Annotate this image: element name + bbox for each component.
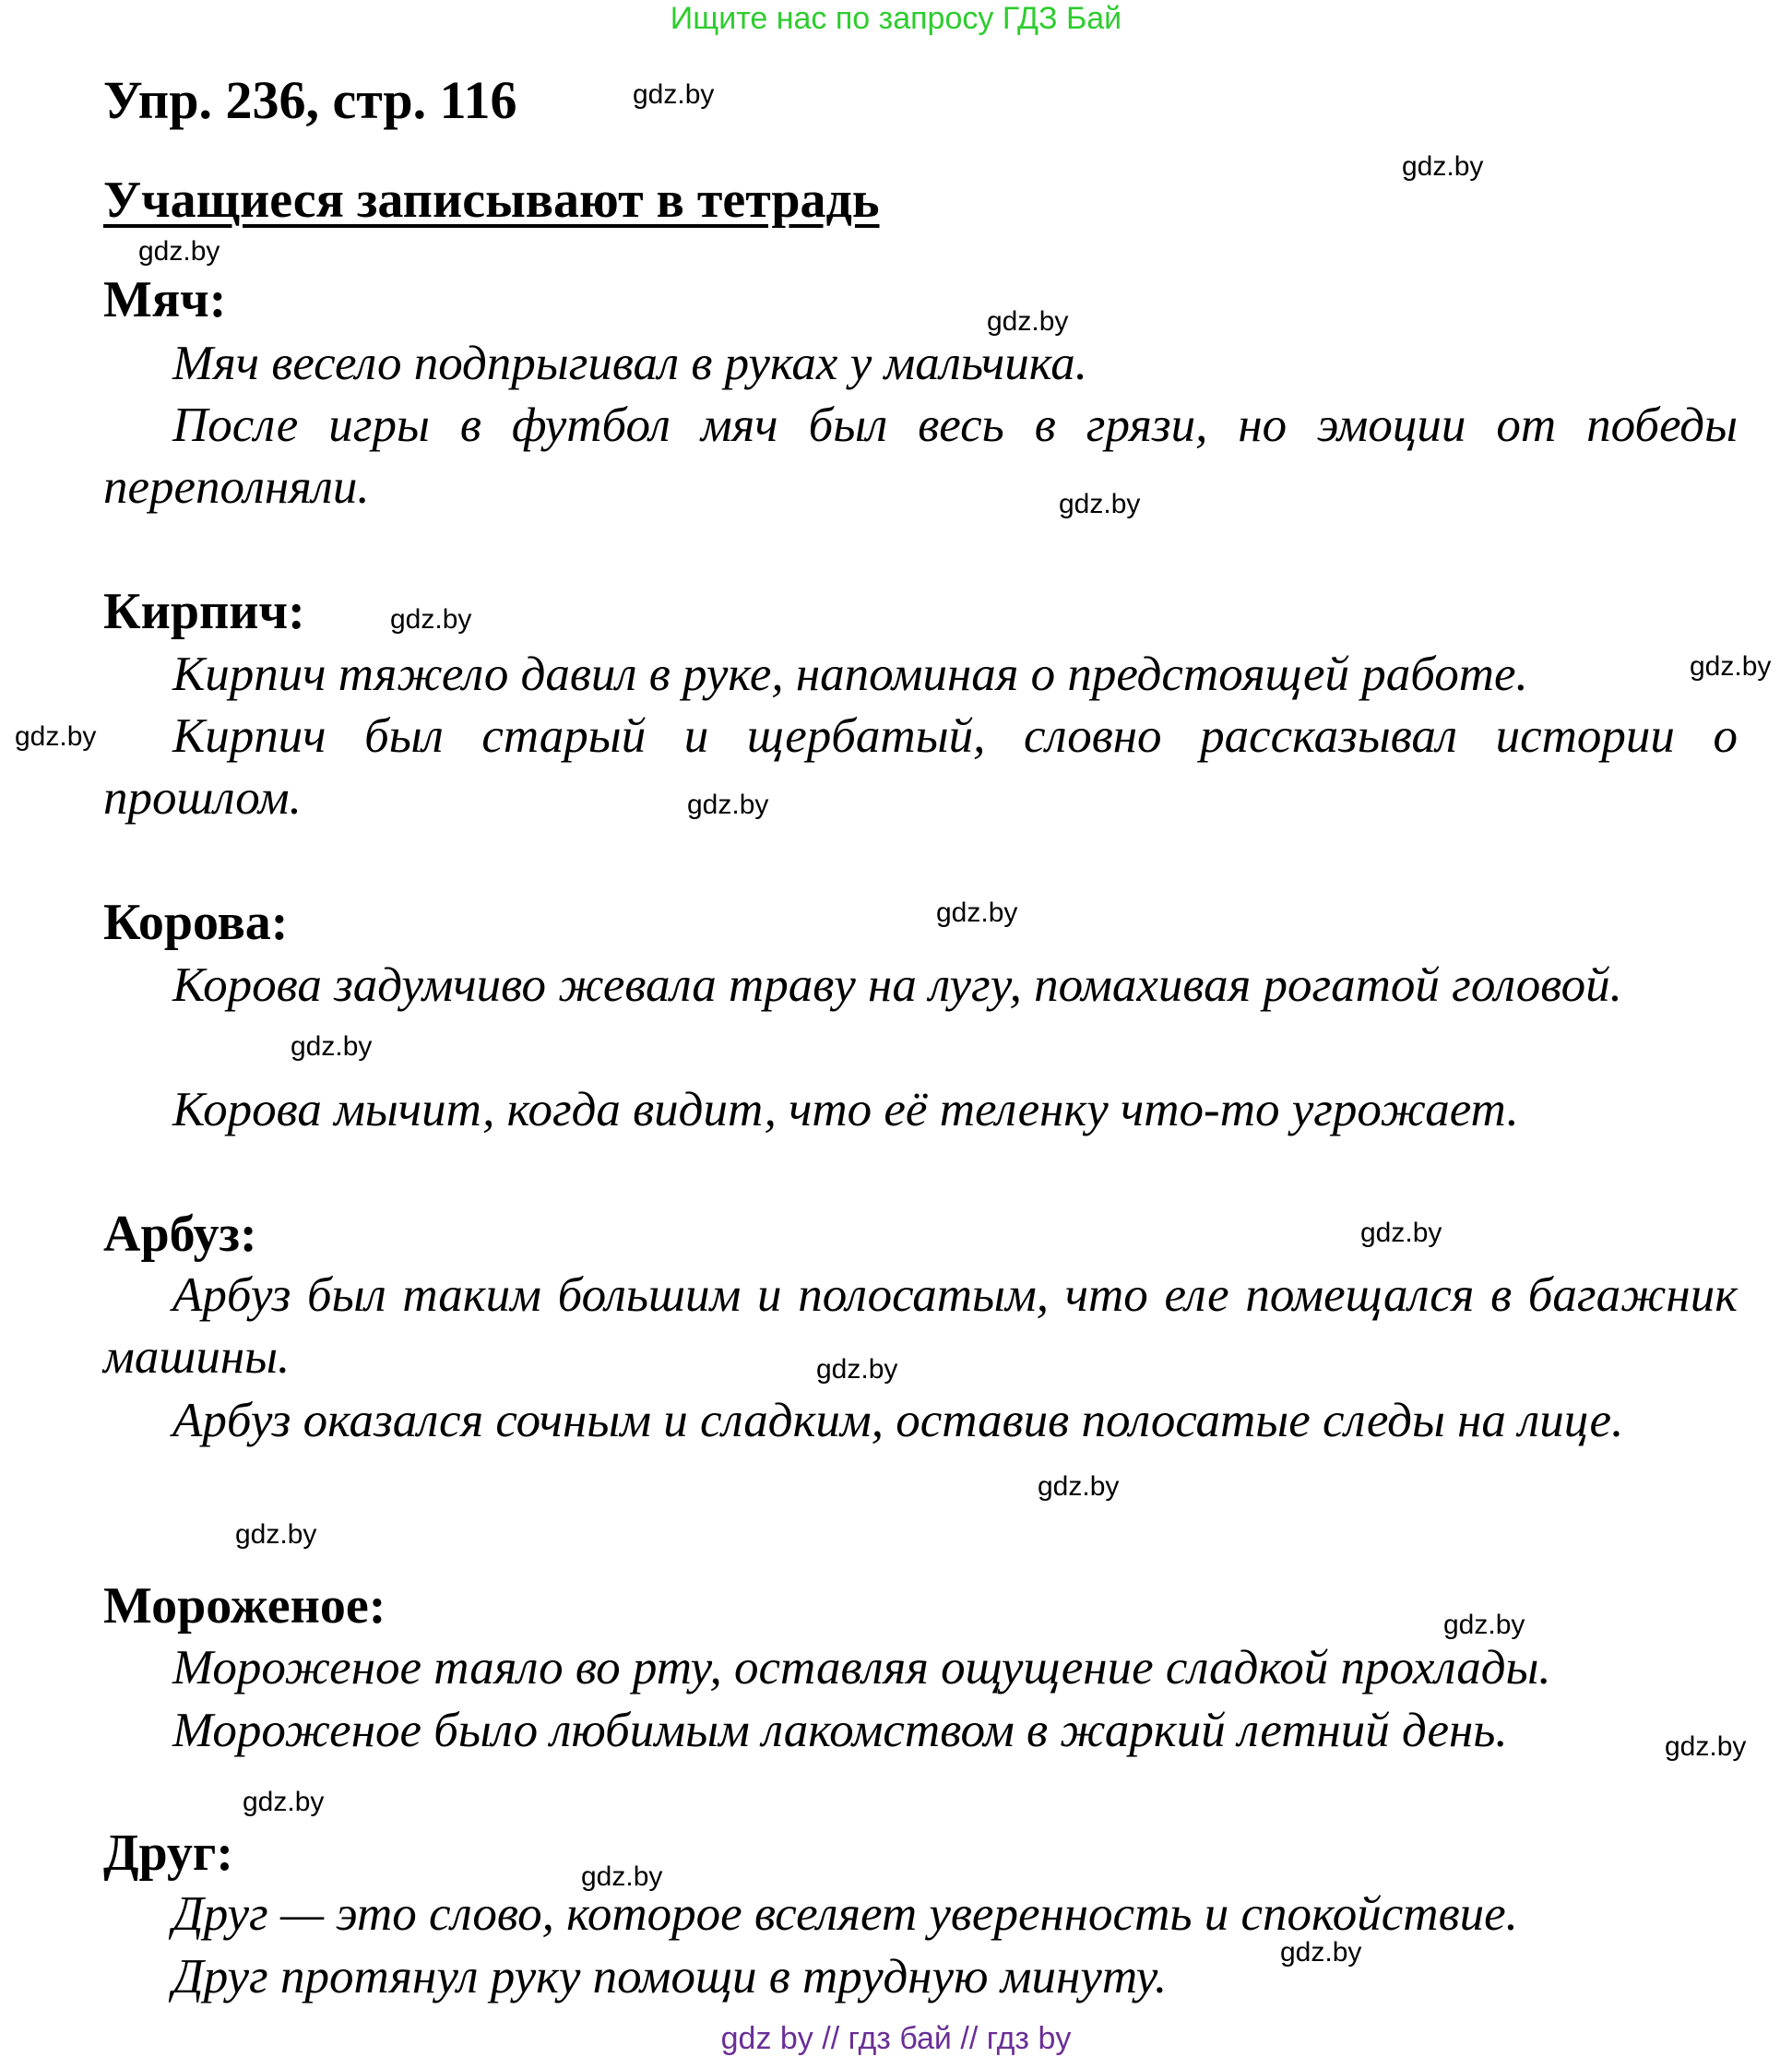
watermark: gdz.by	[1665, 1731, 1747, 1762]
section-heading-drug: Друг:	[103, 1825, 234, 1882]
section-heading-myach: Мяч:	[103, 271, 227, 328]
watermark: gdz.by	[15, 721, 97, 752]
watermark: gdz.by	[235, 1519, 317, 1550]
sentence-myach-1: Мяч весело подпрыгивал в руках у мальчика.	[172, 337, 1088, 390]
sentence-drug-1: Друг — это слово, которое вселяет уверенность и спокойствие.	[172, 1887, 1518, 1941]
sentence-korova-1: Корова задумчиво жевала траву на лугу, помахивая рогатой головой.	[172, 958, 1622, 1012]
sentence-morozhenoe-2: Мороженое было любимым лакомством в жаркий летний день.	[172, 1704, 1508, 1757]
footer-watermark: gdz by // гдз бай // гдз by	[720, 2021, 1072, 2056]
section-heading-arbuz: Арбуз:	[103, 1206, 257, 1263]
watermark: gdz.by	[1443, 1610, 1525, 1640]
sentence-arbuz-2: Арбуз оказался сочным и сладким, оставив полосатые следы на лице.	[172, 1394, 1624, 1447]
watermark: gdz.by	[816, 1354, 898, 1385]
sentence-kirpich-2: Кирпич был старый и щербатый, словно рассказывал истории о прошлом.	[103, 709, 1738, 825]
page-subtitle: Учащиеся записывают в тетрадь	[103, 172, 880, 229]
sentence-kirpich-1: Кирпич тяжело давил в руке, напоминая о предстоящей работе.	[172, 648, 1528, 701]
watermark: gdz.by	[243, 1787, 325, 1817]
page-title: Упр. 236, стр. 116	[103, 70, 517, 130]
watermark: gdz.by	[1690, 651, 1772, 682]
section-heading-morozhenoe: Мороженое:	[103, 1577, 386, 1635]
watermark: gdz.by	[581, 1861, 663, 1892]
watermark: gdz.by	[1038, 1471, 1120, 1502]
top-banner: Ищите нас по запросу ГДЗ Бай	[670, 1, 1122, 36]
section-heading-kirpich: Кирпич:	[103, 583, 305, 640]
sentence-korova-2: Корова мычит, когда видит, что её теленку что-то угрожает.	[172, 1083, 1519, 1136]
watermark: gdz.by	[1280, 1937, 1362, 1968]
watermark: gdz.by	[987, 306, 1069, 337]
watermark: gdz.by	[138, 236, 220, 267]
watermark: gdz.by	[291, 1031, 373, 1062]
watermark: gdz.by	[936, 898, 1018, 928]
watermark: gdz.by	[1360, 1218, 1442, 1248]
sentence-arbuz-1: Арбуз был таким большим и полосатым, что еле помещался в багажник машины.	[103, 1268, 1738, 1384]
watermark: gdz.by	[1402, 151, 1484, 182]
section-heading-korova: Корова:	[103, 894, 289, 951]
sentence-myach-2: После игры в футбол мяч был весь в грязи, но эмоции от победы переполняли.	[103, 398, 1738, 514]
watermark: gdz.by	[687, 790, 769, 820]
sentence-morozhenoe-1: Мороженое таяло во рту, оставляя ощущение сладкой прохлады.	[172, 1641, 1551, 1694]
watermark: gdz.by	[390, 604, 472, 635]
sentence-drug-2: Друг протянул руку помощи в трудную минуту.	[172, 1950, 1168, 2003]
watermark: gdz.by	[1059, 489, 1141, 519]
watermark: gdz.by	[633, 79, 715, 110]
